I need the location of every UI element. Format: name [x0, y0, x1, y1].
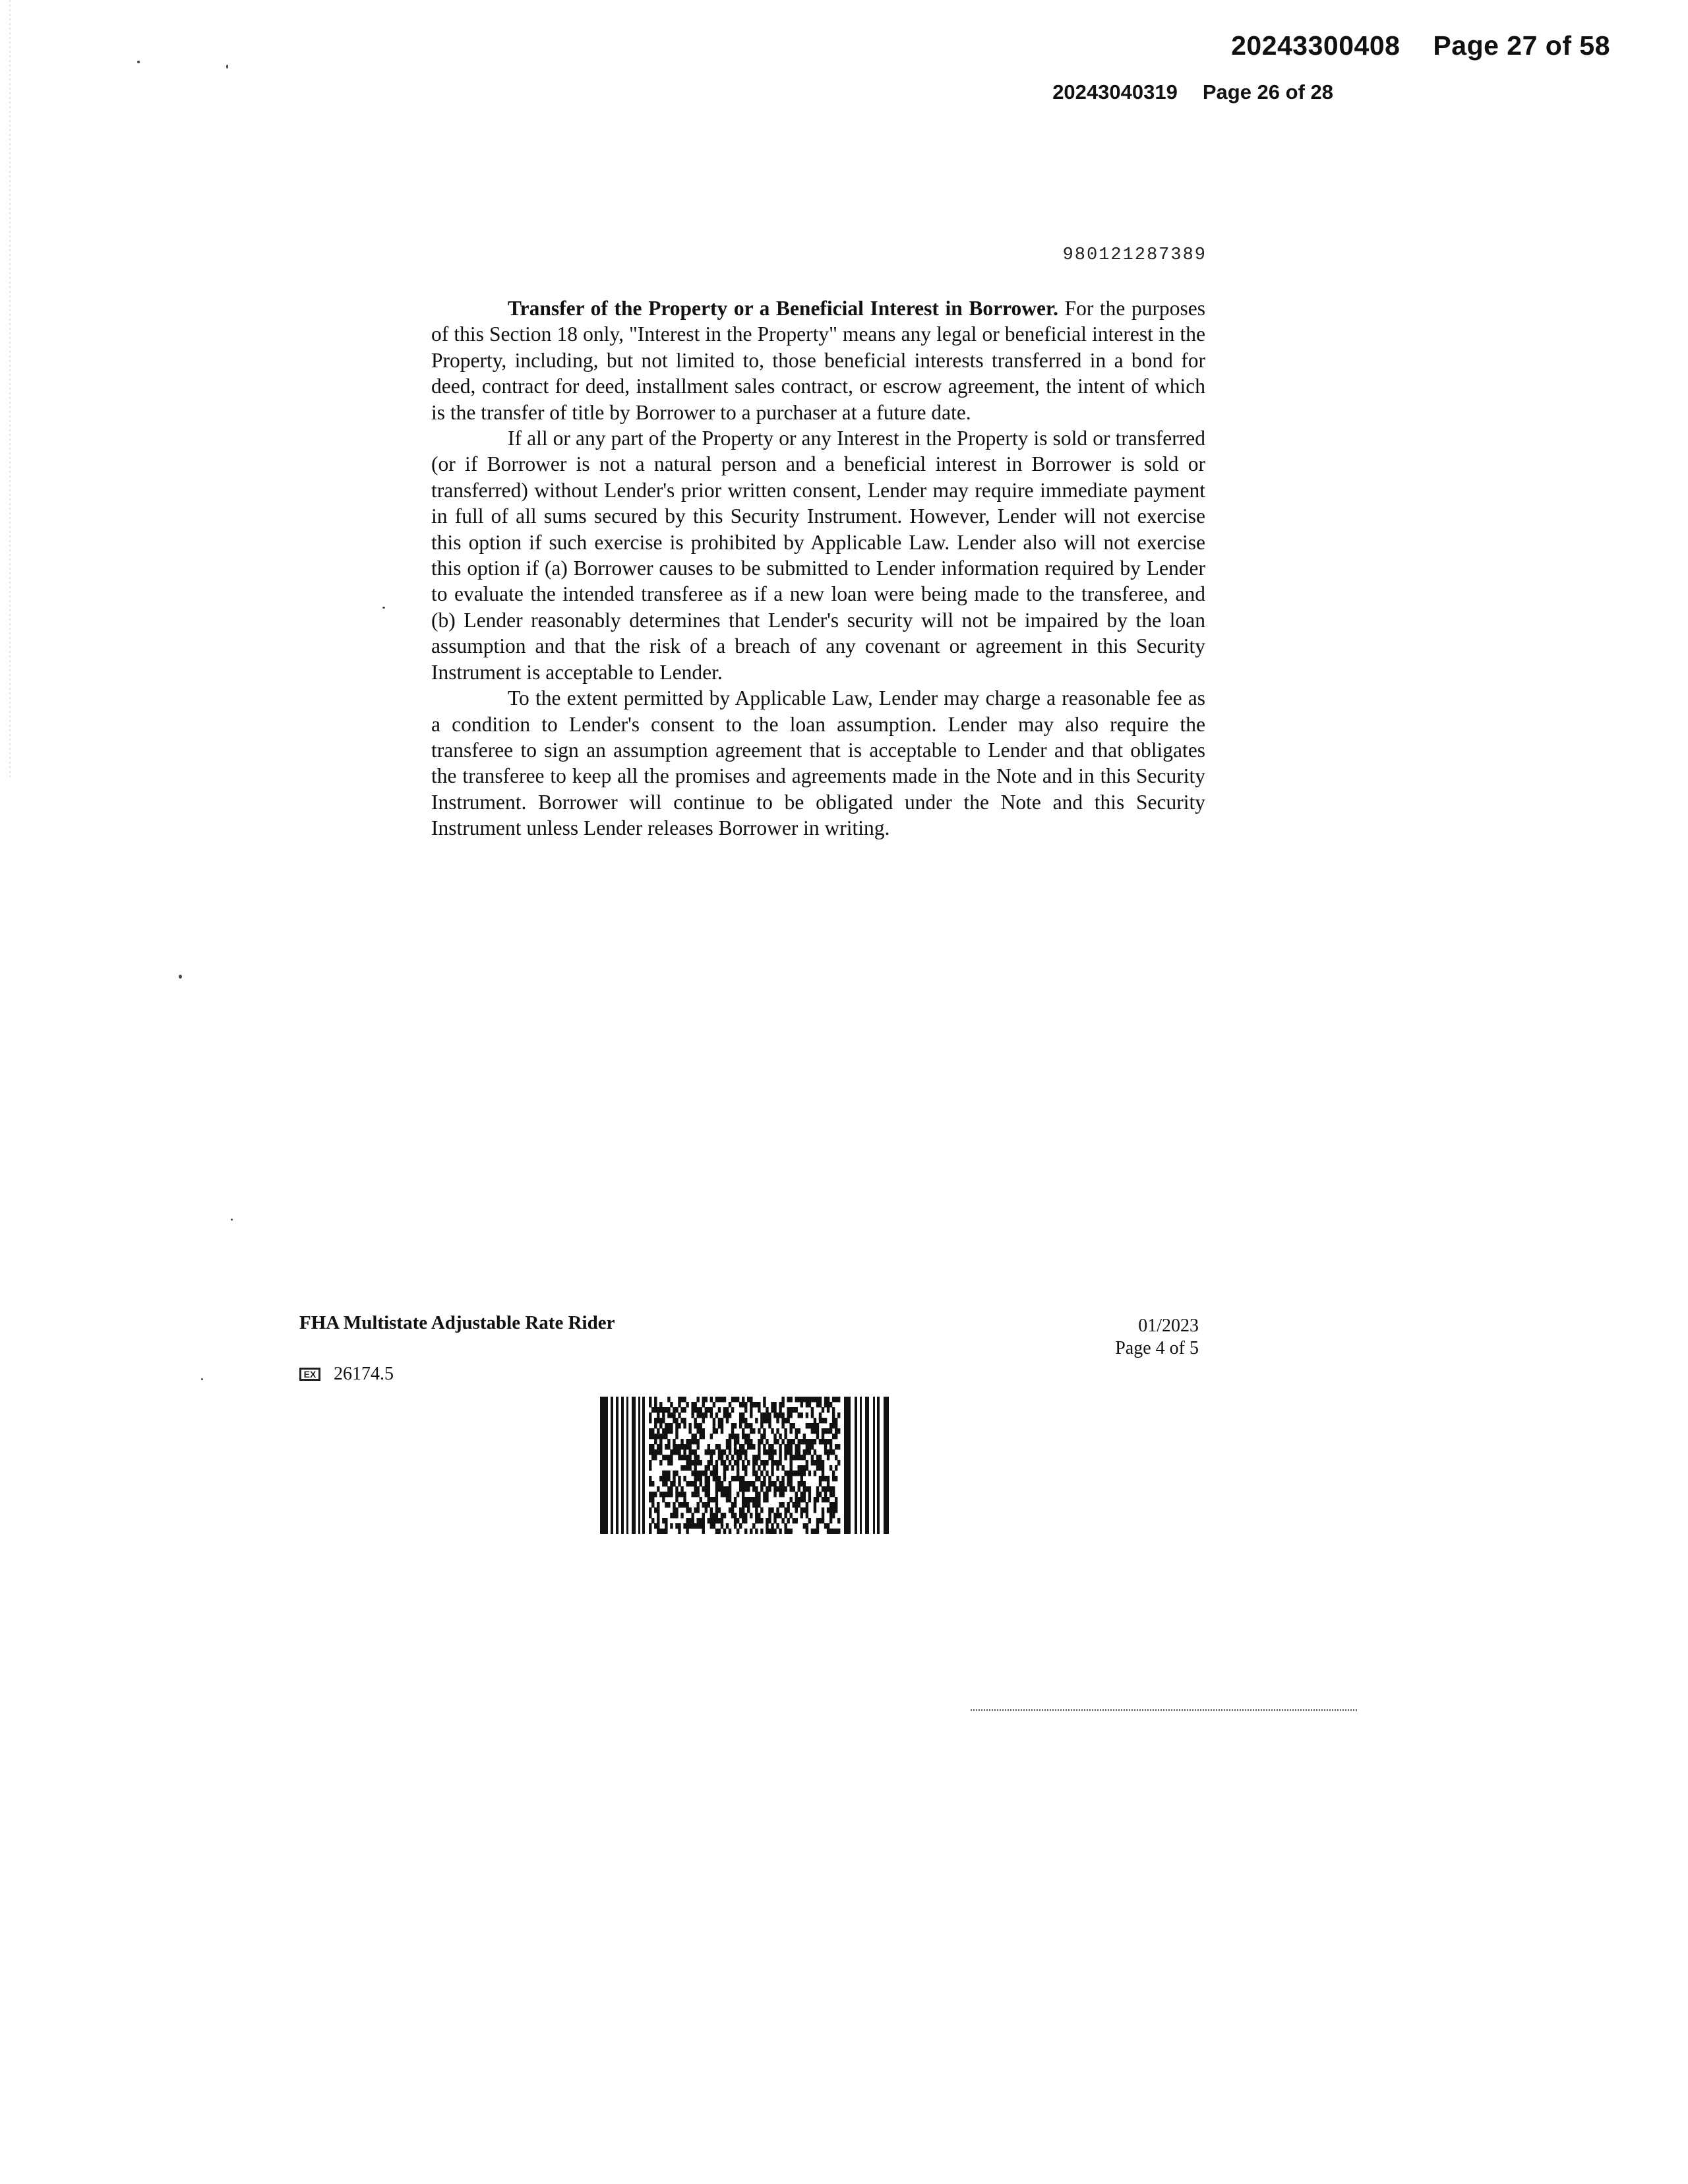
dotted-rule — [971, 1709, 1358, 1711]
form-page: Page 4 of 5 — [1115, 1338, 1199, 1358]
prior-recording-page: Page 26 of 28 — [1202, 80, 1333, 104]
pdf417-barcode — [600, 1397, 890, 1534]
section-body — [431, 295, 1205, 841]
form-title: FHA Multistate Adjustable Rate Rider — [299, 1312, 615, 1333]
prior-recording-stamp — [1052, 80, 1333, 104]
loan-number: 980121287389 — [1062, 245, 1207, 265]
form-date: 01/2023 — [1138, 1316, 1199, 1336]
paragraph-1 — [431, 295, 1205, 425]
ellie-mae-ex-icon: EX — [299, 1368, 320, 1381]
barcode-data-pattern — [649, 1397, 840, 1534]
recording-stamp — [1231, 30, 1610, 61]
section-heading: Transfer of the Property or a Beneficial Interest in Borrower. — [508, 297, 1058, 320]
scan-speck — [201, 1378, 203, 1380]
scan-edge — [9, 0, 11, 778]
form-code-number: 26174.5 — [334, 1364, 394, 1384]
recording-page: Page 27 of 58 — [1433, 30, 1610, 61]
scan-speck — [226, 65, 228, 69]
paragraph-2: If all or any part of the Property or any Interest in the Property is sold or transferred (or if Borrower is not a natural person and a beneficial interest in Borrower is sold or transferred) without Lender's prior written consent, Lender may require immediate payment in full of all sums secured by this Security Instrument. However, Lender will not exercise this option if such exercise is prohibited by Applicable Law. Lender also will not exercise this option if (a) Borrower causes to be submitted to Lender information required by Lender to evaluate the intended transferee as if a new loan were being made to the transferee, and (b) Lender reasonably determines that Lender's security will not be impaired by the loan assumption and that the risk of a breach of any covenant or agreement in this Security Instrument is acceptable to Lender. — [431, 427, 1205, 684]
form-date-page — [1115, 1315, 1199, 1360]
barcode-stop-pattern — [844, 1397, 889, 1534]
scan-speck — [179, 975, 182, 979]
scan-speck — [231, 1219, 233, 1221]
recording-number: 20243300408 — [1231, 30, 1401, 61]
paragraph-3: To the extent permitted by Applicable Law, Lender may charge a reasonable fee as a condition to Lender's consent to the loan assumption. Lender may also require the transferee to sign an assumption agreement that is acceptable to Lender and that obligates the transferee to keep all the promises and agreements made in the Note and in this Security Instrument. Borrower will continue to be obligated under the Note and this Security Instrument unless Lender releases Borrower in writing. — [431, 686, 1205, 840]
scan-speck — [137, 61, 140, 63]
form-code — [299, 1364, 394, 1385]
paragraph-1-text: For the purposes of this Section 18 only, "Interest in the Property" means any legal or beneficial interest in the Property, including, but not limited to, those beneficial interests transferred in a bond for deed, contract for deed, installment sales contract, or escrow agreement, the intent of which is the transfer of title by Borrower to a purchaser at a future date. — [431, 297, 1205, 424]
barcode-start-pattern — [600, 1397, 645, 1534]
scan-speck — [382, 607, 385, 609]
prior-recording-number: 20243040319 — [1052, 80, 1178, 104]
